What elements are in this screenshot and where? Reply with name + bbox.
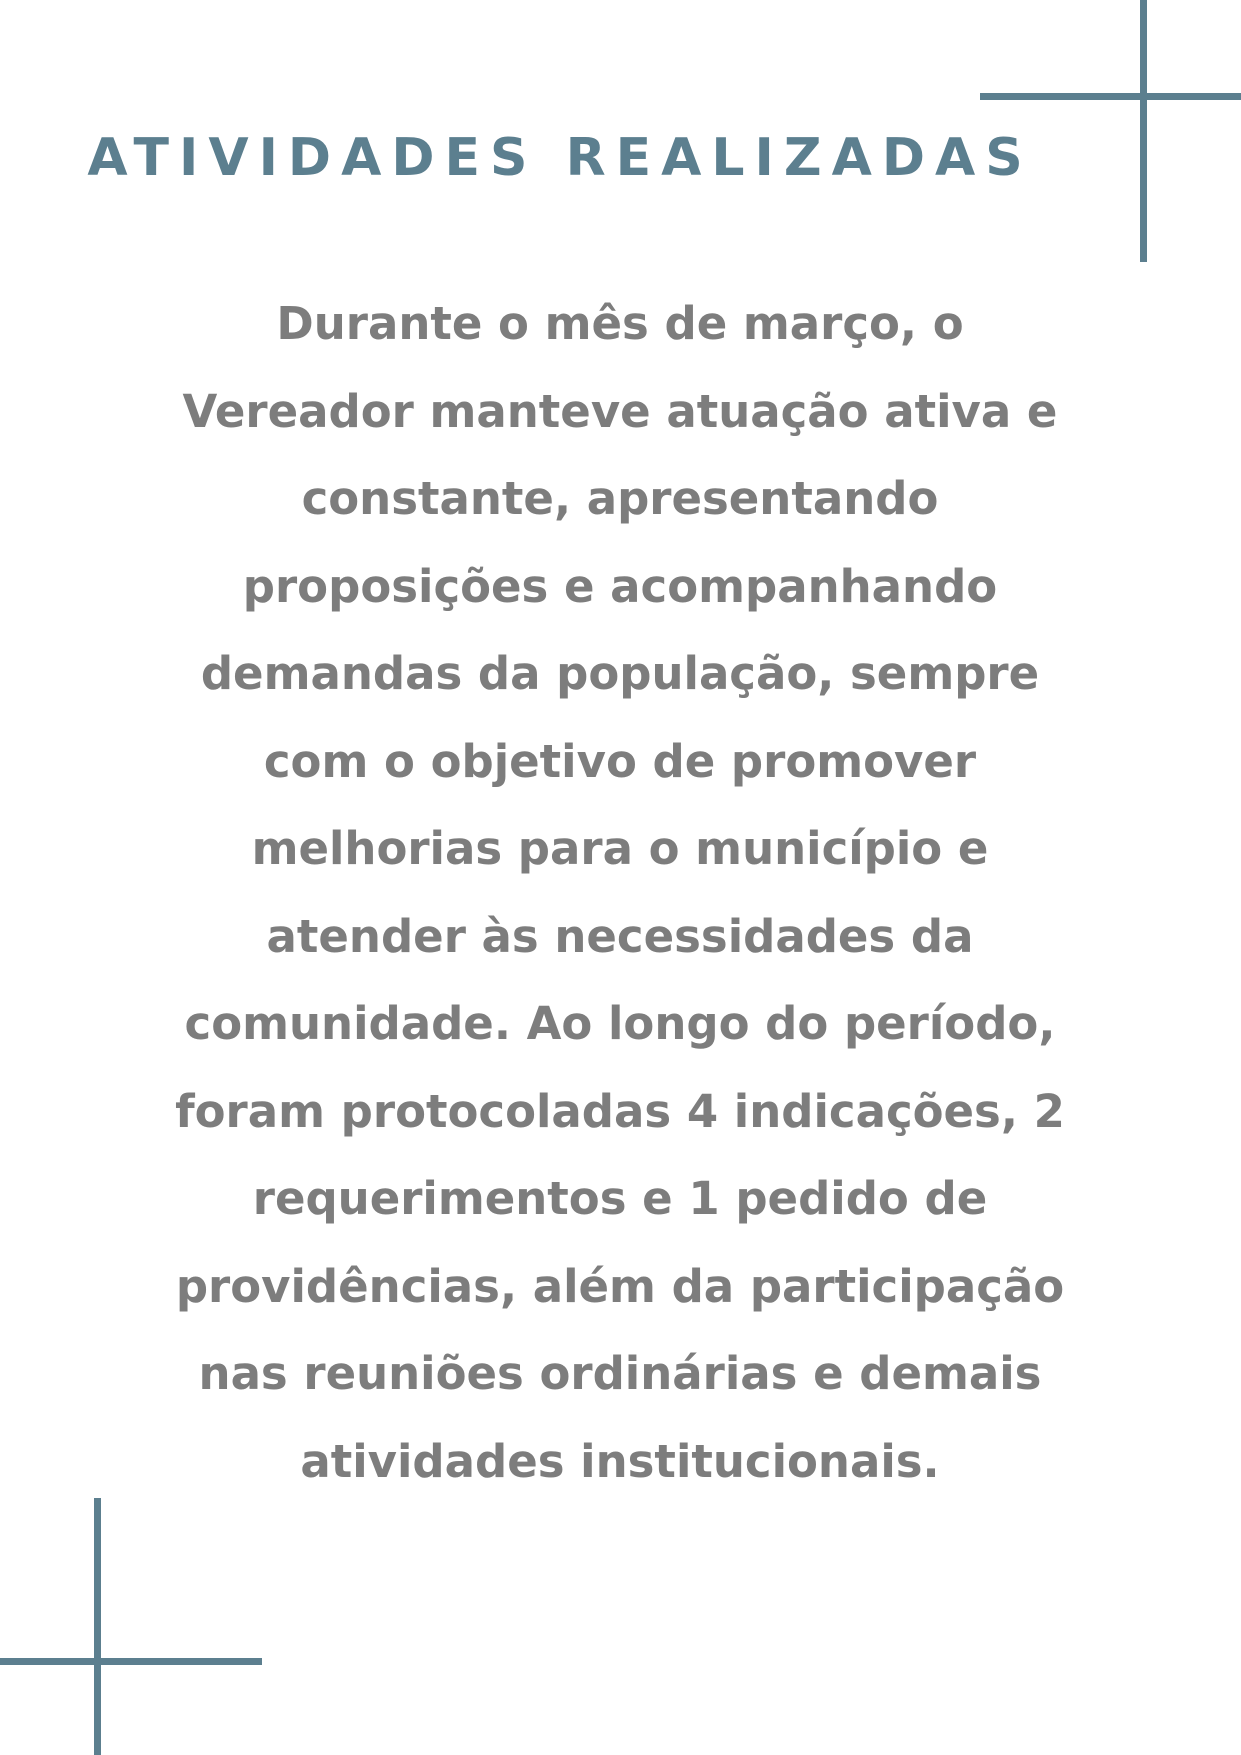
paragraph-line: Vereador manteve atuação ativa e bbox=[182, 384, 1058, 438]
paragraph-line: proposições e acompanhando bbox=[242, 559, 998, 613]
paragraph-line: atividades institucionais. bbox=[300, 1434, 940, 1488]
page-title: ATIVIDADES REALIZADAS bbox=[87, 128, 1033, 188]
top-right-crosshair-horizontal-line bbox=[980, 93, 1241, 100]
paragraph-line: foram protocoladas 4 indicações, 2 bbox=[175, 1084, 1065, 1138]
paragraph-line: demandas da população, sempre bbox=[200, 647, 1040, 700]
bottom-left-crosshair-vertical-line bbox=[94, 1498, 101, 1755]
top-right-crosshair-vertical-line bbox=[1140, 0, 1147, 262]
paragraph-line: providências, além da participação bbox=[175, 1259, 1065, 1313]
paragraph-line: atender às necessidades da bbox=[266, 909, 974, 963]
paragraph-line: constante, apresentando bbox=[301, 472, 939, 525]
paragraph-line: comunidade. Ao longo do período, bbox=[184, 997, 1056, 1050]
paragraph-line: melhorias para o município e bbox=[251, 822, 989, 875]
paragraph-line: requerimentos e 1 pedido de bbox=[252, 1172, 988, 1225]
paragraph-line: Durante o mês de março, o bbox=[276, 297, 964, 350]
body-paragraph bbox=[110, 280, 1130, 1505]
bottom-left-crosshair-horizontal-line bbox=[0, 1658, 262, 1665]
paragraph-line: com o objetivo de promover bbox=[263, 734, 977, 788]
paragraph-line: nas reuniões ordinárias e demais bbox=[198, 1347, 1042, 1400]
